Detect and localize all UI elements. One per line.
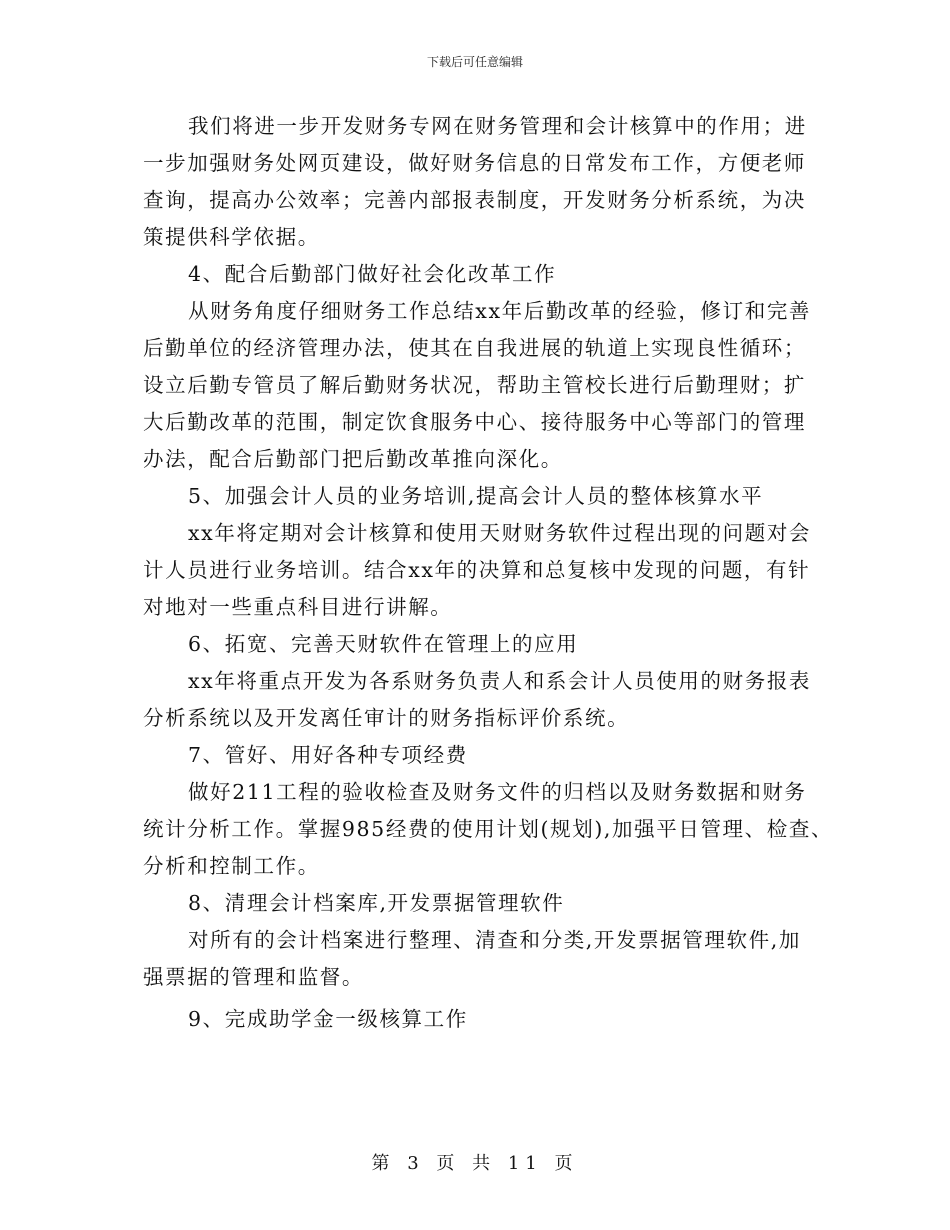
paragraph-line: 查询，提高办公效率；完善内部报表制度，开发财务分析系统，为决 <box>143 188 806 212</box>
section-heading: 5、加强会计人员的业务培训,提高会计人员的整体核算水平 <box>188 484 764 508</box>
paragraph-line: 分析系统以及开发离任审计的财务指标评价系统。 <box>143 706 630 730</box>
section-heading: 4、配合后勤部门做好社会化改革工作 <box>188 262 557 286</box>
page-number: 第 3 页 共 11 页 <box>371 1153 579 1174</box>
paragraph-line: 后勤单位的经济管理办法，使其在自我进展的轨道上实现良性循环； <box>143 336 806 360</box>
section-heading: 7、管好、用好各种专项经费 <box>188 743 468 767</box>
paragraph-line: xx年将重点开发为各系财务负责人和系会计人员使用的财务报表 <box>188 669 812 693</box>
paragraph-line: 我们将进一步开发财务专网在财务管理和会计核算中的作用；进 <box>188 114 807 138</box>
paragraph-line: 设立后勤专管员了解后勤财务状况，帮助主管校长进行后勤理财；扩 <box>143 373 806 397</box>
paragraph-line: 对所有的会计档案进行整理、清查和分类,开发票据管理软件,加 <box>188 928 801 952</box>
section-heading: 9、完成助学金一级核算工作 <box>188 1007 468 1031</box>
paragraph-line: 分析和控制工作。 <box>143 854 320 878</box>
paragraph-line: 一步加强财务处网页建设，做好财务信息的日常发布工作，方便老师 <box>143 151 806 175</box>
paragraph-line: 从财务角度仔细财务工作总结xx年后勤改革的经验，修订和完善 <box>188 299 812 323</box>
paragraph-line: 办法，配合后勤部门把后勤改革推向深化。 <box>143 447 563 471</box>
paragraph-line: 策提供科学依据。 <box>143 225 320 249</box>
page-header: 下载后可任意编辑 <box>426 55 523 69</box>
paragraph-line: 做好211工程的验收检查及财务文件的归档以及财务数据和财务 <box>188 780 807 804</box>
section-heading: 8、清理会计档案库,开发票据管理软件 <box>188 891 565 915</box>
paragraph-line: 大后勤改革的范围，制定饮食服务中心、接待服务中心等部门的管理 <box>143 410 806 434</box>
document-body <box>143 108 834 1042</box>
paragraph-line: 对地对一些重点科目进行讲解。 <box>143 595 453 619</box>
paragraph-line: 统计分析工作。掌握985经费的使用计划(规划),加强平日管理、检查、 <box>143 817 834 841</box>
paragraph-line: 计人员进行业务培训。结合xx年的决算和总复核中发现的问题，有针 <box>143 558 811 582</box>
section-heading: 6、拓宽、完善天财软件在管理上的应用 <box>188 632 579 656</box>
paragraph-line: 强票据的管理和监督。 <box>143 965 364 989</box>
paragraph-line: xx年将定期对会计核算和使用天财财务软件过程出现的问题对会 <box>188 521 812 545</box>
